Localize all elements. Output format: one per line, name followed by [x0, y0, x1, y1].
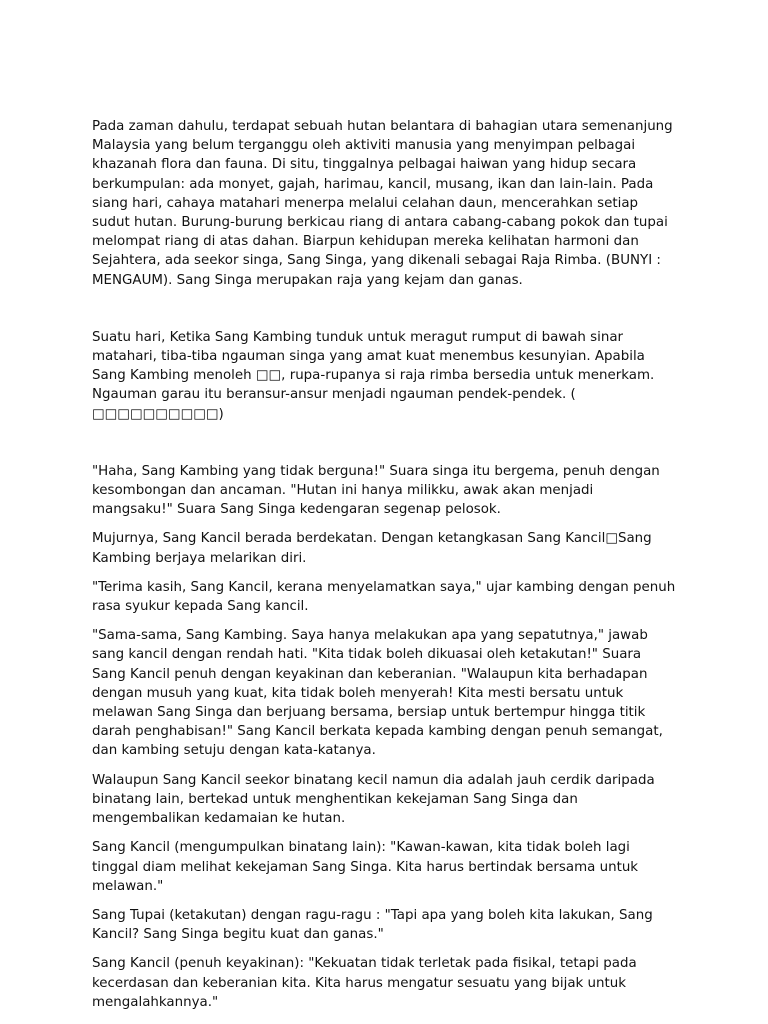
paragraph-tupai: Sang Tupai (ketakutan) dengan ragu-ragu : "Tapi apa yang boleh kita lakukan, Sang Kancil? Sang Singa begitu kuat dan ganas." [92, 907, 653, 943]
document-body [92, 117, 678, 1022]
paragraph-singa-speech: "Haha, Sang Kambing yang tidak berguna!" Suara singa itu bergema, penuh dengan kesombongan dan ancaman. "Hutan ini hanya milikku, awak akan menjadi mangsaku!" Suara Sang Singa kedengaran segenap pelosok. [92, 463, 660, 518]
paragraph-intro: Pada zaman dahulu, terdapat sebuah hutan belantara di bahagian utara semenanjung Malaysia yang belum terganggu oleh aktiviti manusia yang menyimpan pelbagai khazanah flora dan fauna. Di situ, tinggalnya pelbagai haiwan yang hidup secara berkumpulan: ada monyet, gajah, harimau, kancil, musang, ikan dan lain-lain. Pada siang hari, cahaya matahari menerpa melalui celahan daun, mencerahkan setiap sudut hutan. Burung-burung berkicau riang di antara cabang-cabang pokok dan tupai melompat riang di atas dahan. Biarpun kehidupan mereka kelihatan harmoni dan Sejahtera, ada seekor singa, Sang Singa, yang dikenali sebagai Raja Rimba. (BUNYI : MENGAUM). Sang Singa merupakan raja yang kejam dan ganas. [92, 119, 673, 288]
paragraph-kancil-reply: "Sama-sama, Sang Kambing. Saya hanya melakukan apa yang sepatutnya," jawab sang kancil dengan rendah hati. "Kita tidak boleh dikuasai oleh ketakutan!" Suara Sang Kancil penuh dengan keyakinan dan keberanian. "Walaupun kita berhadapan dengan musuh yang kuat, kita tidak boleh menyerah! Kita mesti bersatu untuk melawan Sang Singa dan berjuang bersama, bersiap untuk bertempur hingga titik darah penghabisan!" Sang Kancil berkata kepada kambing dengan penuh semangat, dan kambing setuju dengan kata-katanya. [92, 628, 663, 759]
paragraph-kambing: Suatu hari, Ketika Sang Kambing tunduk untuk meragut rumput di bawah sinar matahari, tiba-tiba ngauman singa yang amat kuat menembus kesunyian. Apabila Sang Kambing menoleh □□, rupa-rupanya si raja rimba bersedia untuk menerkam. Ngauman garau itu beransur-ansur menjadi ngauman pendek-pendek. ( □□□□□□□□□□) [92, 329, 655, 422]
paragraph-kancil-rescue: Mujurnya, Sang Kancil berada berdekatan. Dengan ketangkasan Sang Kancil□Sang Kambing berjaya melarikan diri. [92, 531, 652, 566]
paragraph-kancil-clever: Walaupun Sang Kancil seekor binatang kecil namun dia adalah jauh cerdik daripada binatang lain, bertekad untuk menghentikan kekejaman Sang Singa dan mengembalikan kedamaian ke hutan. [92, 772, 655, 827]
paragraph-thanks: "Terima kasih, Sang Kancil, kerana menyelamatkan saya," ujar kambing dengan penuh rasa syukur kepada Sang kancil. [92, 579, 676, 615]
paragraph-kancil-confident: Sang Kancil (penuh keyakinan): "Kekuatan tidak terletak pada fisikal, tetapi pada kecerdasan dan keberanian kita. Kita harus mengatur sesuatu yang bijak untuk mengalahkannya." [92, 956, 637, 1010]
paragraph-gather: Sang Kancil (mengumpulkan binatang lain): "Kawan-kawan, kita tidak boleh lagi tinggal diam melihat kekejaman Sang Singa. Kita harus bertindak bersama untuk melawan." [92, 840, 639, 894]
